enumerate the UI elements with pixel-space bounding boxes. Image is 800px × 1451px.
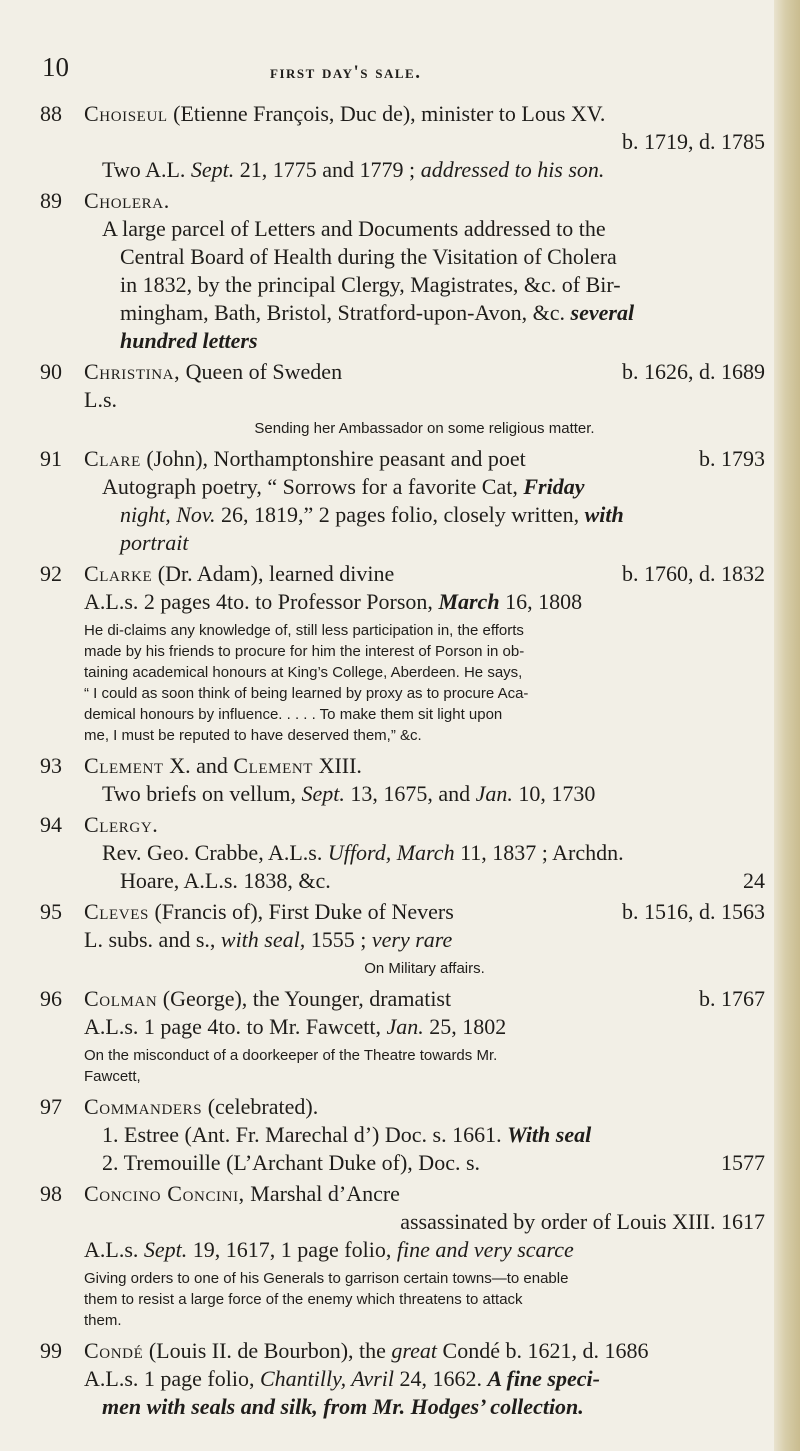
lot-dates: b. 1719, d. 1785 — [622, 129, 765, 154]
lot-description: Two A.L. Sept. 21, 1775 and 1779 ; addressed to his son. — [102, 157, 605, 182]
lot-description: A.L.s. 1 page folio, Chantilly, Avril 24, 1662. A fine speci- — [84, 1366, 600, 1391]
lot-description: A.L.s. 2 pages 4to. to Professor Porson, March 16, 1808 — [84, 589, 583, 614]
page-header — [0, 52, 800, 92]
lot-name: Commanders — [84, 1094, 203, 1119]
lot-90: 90 Christina, Queen of Sweden b. 1626, d. 1689 L.s. Sending her Ambassador on some religious matter. — [40, 359, 765, 437]
lot-name: Cleves — [84, 899, 149, 924]
lot-name: Clare — [84, 446, 141, 471]
lot-description: L. subs. and s., with seal, 1555 ; very rare — [84, 927, 453, 952]
lot-note: He di-claims any knowledge of, still less participation in, the efforts made by his friends to procure for him the interest of Porson in ob- taining academical honours at King’s College, Aberdeen. He says, “ I could as soon think of being learned by proxy as to procure Aca- demical honours by influence. . . . . To make them sit light upon me, I must be reputed to have deserved them,” &c. — [84, 622, 529, 744]
lot-number: 99 — [40, 1338, 62, 1363]
page-edge-shadow — [774, 0, 800, 1451]
lot-number: 96 — [40, 986, 62, 1011]
lot-number: 91 — [40, 446, 62, 471]
lot-note: Sending her Ambassador on some religious matter. — [254, 420, 595, 437]
lot-93: 93 Clement X. and Clement XIII. Two briefs on vellum, Sept. 13, 1675, and Jan. 10, 1730 — [40, 752, 765, 808]
lot-name: Colman — [84, 986, 158, 1011]
lot-description: Rev. Geo. Crabbe, A.L.s. Ufford, March 11, 1837 ; Archdn. — [102, 840, 624, 865]
lot-number: 95 — [40, 899, 62, 924]
lot-dates: b. 1767 — [699, 986, 765, 1011]
lot-88: 88 Choiseul (Etienne François, Duc de), minister to Lous XV. b. 1719, d. 1785 Two A.L. Sept. 21, 1775 and 1779 ; addressed to his son. — [40, 101, 765, 182]
lot-description: Two briefs on vellum, Sept. 13, 1675, and Jan. 10, 1730 — [102, 781, 596, 806]
lot-dates: b. 1626, d. 1689 — [622, 359, 765, 384]
lot-count: 24 — [743, 868, 765, 893]
running-title: first day's sale. — [270, 62, 422, 83]
lot-99: 99 Condé (Louis II. de Bourbon), the great Condé b. 1621, d. 1686 A.L.s. 1 page folio, Chantilly, Avril 24, 1662. A fine speci- men with seals and silk, from Mr. Hodges’ collection. — [40, 1337, 765, 1421]
lot-description: 1. Estree (Ant. Fr. Marechal d’) Doc. s. 1661. With seal — [102, 1122, 592, 1147]
lot-note: On the misconduct of a doorkeeper of the Theatre towards Mr. Fawcett, — [84, 1047, 498, 1085]
lot-94: 94 Clergy. Rev. Geo. Crabbe, A.L.s. Ufford, March 11, 1837 ; Archdn. Hoare, A.L.s. 1838, &c. 24 — [40, 812, 765, 893]
lot-description: A.L.s. 1 page 4to. to Mr. Fawcett, Jan. 25, 1802 — [84, 1014, 507, 1039]
lot-name: Clergy. — [84, 812, 159, 837]
lot-dates: b. 1793 — [699, 446, 765, 471]
lot-name: Choiseul — [84, 101, 168, 126]
lot-number: 94 — [40, 812, 62, 837]
lot-number: 89 — [40, 188, 62, 213]
lot-dates: b. 1760, d. 1832 — [622, 561, 765, 586]
lot-number: 88 — [40, 101, 62, 126]
lot-name: Christina, — [84, 359, 181, 384]
lot-dates: b. 1516, d. 1563 — [622, 899, 765, 924]
lot-name: Clement — [84, 753, 164, 778]
lot-description: A.L.s. Sept. 19, 1617, 1 page folio, fine and very scarce — [84, 1237, 574, 1262]
lot-name: Cholera. — [84, 188, 170, 213]
lot-name: Concino Concini, — [84, 1181, 245, 1206]
lot-note: Giving orders to one of his Generals to garrison certain towns—to enable them to resist a large force of the enemy which threatens to attack them. — [84, 1270, 569, 1329]
lot-name: Condé — [84, 1338, 144, 1363]
lot-89: 89 Cholera. A large parcel of Letters and Documents addressed to the Central Board of Health during the Visitation of Cholera in 1832, by the principal Clergy, Magistrates, &c. of Bir- mingham, Bath, Bristol, Stratford-upon-Avon, &c. several hundred letters — [40, 187, 765, 355]
lot-number: 97 — [40, 1094, 62, 1119]
lot-number: 93 — [40, 753, 62, 778]
lot-description: A large parcel of Letters and Documents addressed to the — [102, 216, 606, 241]
lot-description: L.s. — [84, 387, 117, 412]
lot-95: 95 Cleves (Francis of), First Duke of Nevers b. 1516, d. 1563 L. subs. and s., with seal, 1555 ; very rare On Military affairs. — [40, 899, 765, 977]
lot-name: Clarke — [84, 561, 153, 586]
lot-91: 91 Clare (John), Northamptonshire peasant and poet b. 1793 Autograph poetry, “ Sorrows for a favorite Cat, Friday night, Nov. 26, 1819,” 2 pages folio, closely written, with portrait — [40, 446, 765, 555]
lot-list — [40, 100, 765, 1424]
lot-number: 98 — [40, 1181, 62, 1206]
lot-97: 97 Commanders (celebrated). 1. Estree (Ant. Fr. Marechal d’) Doc. s. 1661. With seal 2. Tremouille (L’Archant Duke of), Doc. s. 1577 — [40, 1094, 765, 1175]
lot-number: 90 — [40, 359, 62, 384]
lot-number: 92 — [40, 561, 62, 586]
lot-description: Autograph poetry, “ Sorrows for a favorite Cat, Friday — [102, 474, 585, 499]
lot-98: 98 Concino Concini, Marshal d’Ancre assassinated by order of Louis XIII. 1617 A.L.s. Sept. 19, 1617, 1 page folio, fine and very scarce Giving orders to one of his Generals to garrison certain towns—to enable them to resist a large force of the enemy which threatens to attack them. — [40, 1181, 765, 1329]
page-number: 10 — [42, 52, 69, 82]
lot-92: 92 Clarke (Dr. Adam), learned divine b. 1760, d. 1832 A.L.s. 2 pages 4to. to Professor Porson, March 16, 1808 He di-claims any knowledge of, still less participation in, the efforts made by his friends to procure for him the interest of Porson in ob- taining academical honours at King’s College, Aberdeen. He says, “ I could as soon think of being learned by proxy as to procure Aca- demical honours by influence. . . . . To make them sit light upon me, I must be reputed to have deserved them,” &c. — [40, 561, 765, 744]
lot-96: 96 Colman (George), the Younger, dramatist b. 1767 A.L.s. 1 page 4to. to Mr. Fawcett, Jan. 25, 1802 On the misconduct of a doorkeeper of the Theatre towards Mr. Fawcett, — [40, 986, 765, 1085]
lot-note: On Military affairs. — [364, 960, 485, 977]
